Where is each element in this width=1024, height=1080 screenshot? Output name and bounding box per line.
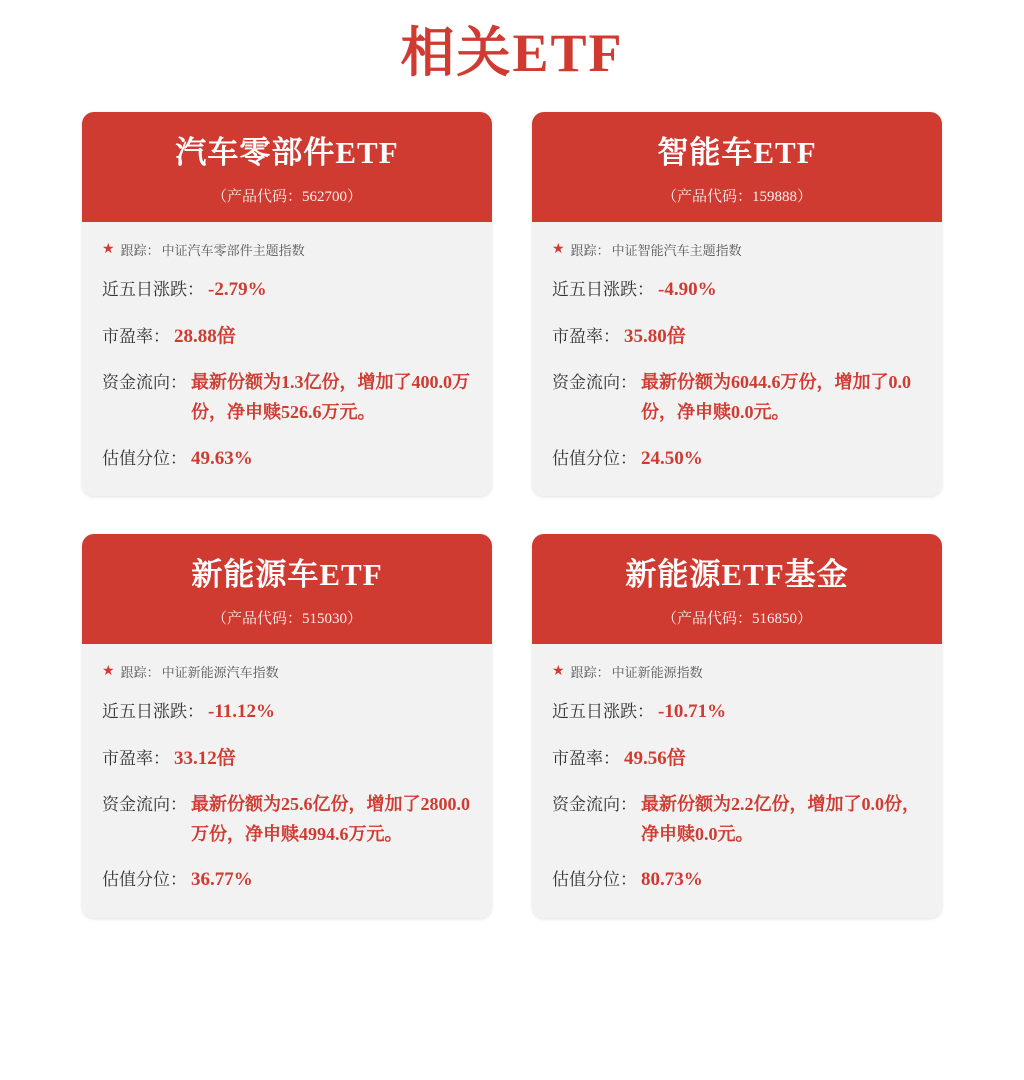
etf-card-body [532,644,942,918]
etf-name: 新能源ETF基金 [625,556,849,592]
fund-flow-row [102,368,472,427]
fund-flow-value: 最新份额为6044.6万份，增加了0.0份，净申赎0.0元。 [641,372,911,422]
etf-card-header [82,534,492,644]
fund-flow-row [552,368,922,427]
valuation-percentile-row [552,444,922,474]
pe-ratio-label: 市盈率： [102,748,170,768]
five-day-change-label: 近五日涨跌： [552,702,654,722]
valuation-percentile-value: 24.50% [641,447,703,469]
etf-card-header [532,112,942,222]
pe-ratio-row [552,322,922,352]
five-day-change-row [102,275,472,305]
etf-code: （产品代码：516850） [661,611,812,628]
pe-ratio-value: 28.88倍 [174,325,236,347]
pe-ratio-value: 49.56倍 [624,747,686,769]
tracking-index-row [102,240,472,259]
star-icon: ★ [102,241,115,257]
tracking-index-value: 中证智能汽车主题指数 [611,243,742,259]
etf-card[interactable] [82,534,492,918]
tracking-index-value: 中证新能源指数 [611,665,703,681]
pe-ratio-row [552,744,922,774]
tracking-index-value: 中证新能源汽车指数 [161,665,279,681]
tracking-index-row [102,662,472,681]
valuation-percentile-label: 估值分位： [102,448,187,468]
tracking-label: 跟踪： [570,665,610,681]
fund-flow-label: 资金流向： [552,373,637,393]
pe-ratio-label: 市盈率： [552,748,620,768]
etf-card-header [532,534,942,644]
etf-card-header [82,112,492,222]
etf-name: 汽车零部件ETF [175,135,399,171]
etf-card-grid [82,112,942,917]
fund-flow-value: 最新份额为2.2亿份，增加了0.0份，净申赎0.0元。 [641,793,920,844]
etf-card-body [82,644,492,918]
etf-card-body [532,222,942,496]
pe-ratio-label: 市盈率： [102,326,170,346]
tracking-label: 跟踪： [570,243,610,259]
valuation-percentile-label: 估值分位： [552,870,637,890]
etf-name: 新能源车ETF [191,556,383,592]
five-day-change-value: -10.71% [658,701,727,723]
page-title: 相关ETF [400,23,624,83]
valuation-percentile-row [552,865,922,895]
five-day-change-label: 近五日涨跌： [552,280,654,300]
five-day-change-value: -2.79% [208,279,267,301]
valuation-percentile-row [102,865,472,895]
fund-flow-label: 资金流向： [552,794,637,814]
star-icon: ★ [552,663,565,679]
valuation-percentile-row [102,444,472,474]
five-day-change-row [102,697,472,727]
valuation-percentile-value: 80.73% [641,869,703,891]
five-day-change-label: 近五日涨跌： [102,280,204,300]
pe-ratio-value: 33.12倍 [174,747,236,769]
etf-name: 智能车ETF [657,135,817,171]
tracking-label: 跟踪： [120,665,160,681]
fund-flow-label: 资金流向： [102,794,187,814]
fund-flow-label: 资金流向： [102,373,187,393]
tracking-index-row [552,240,922,259]
fund-flow-row [552,790,922,849]
valuation-percentile-value: 49.63% [191,447,253,469]
pe-ratio-row [102,322,472,352]
five-day-change-row [552,697,922,727]
star-icon: ★ [102,663,115,679]
valuation-percentile-value: 36.77% [191,869,253,891]
fund-flow-value: 最新份额为25.6亿份，增加了2800.0万份，净申赎4994.6万元。 [191,793,470,844]
tracking-index-row [552,662,922,681]
pe-ratio-value: 35.80倍 [624,325,686,347]
etf-card[interactable] [82,112,492,496]
etf-code: （产品代码：159888） [661,189,812,206]
five-day-change-row [552,275,922,305]
five-day-change-label: 近五日涨跌： [102,702,204,722]
pe-ratio-label: 市盈率： [552,326,620,346]
etf-card-body [82,222,492,496]
valuation-percentile-label: 估值分位： [552,448,637,468]
pe-ratio-row [102,744,472,774]
etf-code: （产品代码：562700） [211,189,362,206]
tracking-label: 跟踪： [120,243,160,259]
five-day-change-value: -4.90% [658,279,717,301]
five-day-change-value: -11.12% [208,701,276,723]
tracking-index-value: 中证汽车零部件主题指数 [161,243,305,259]
etf-code: （产品代码：515030） [211,611,362,628]
etf-card[interactable] [532,534,942,918]
star-icon: ★ [552,241,565,257]
etf-card[interactable] [532,112,942,496]
valuation-percentile-label: 估值分位： [102,870,187,890]
fund-flow-row [102,790,472,849]
fund-flow-value: 最新份额为1.3亿份，增加了400.0万份，净申赎526.6万元。 [191,372,470,422]
